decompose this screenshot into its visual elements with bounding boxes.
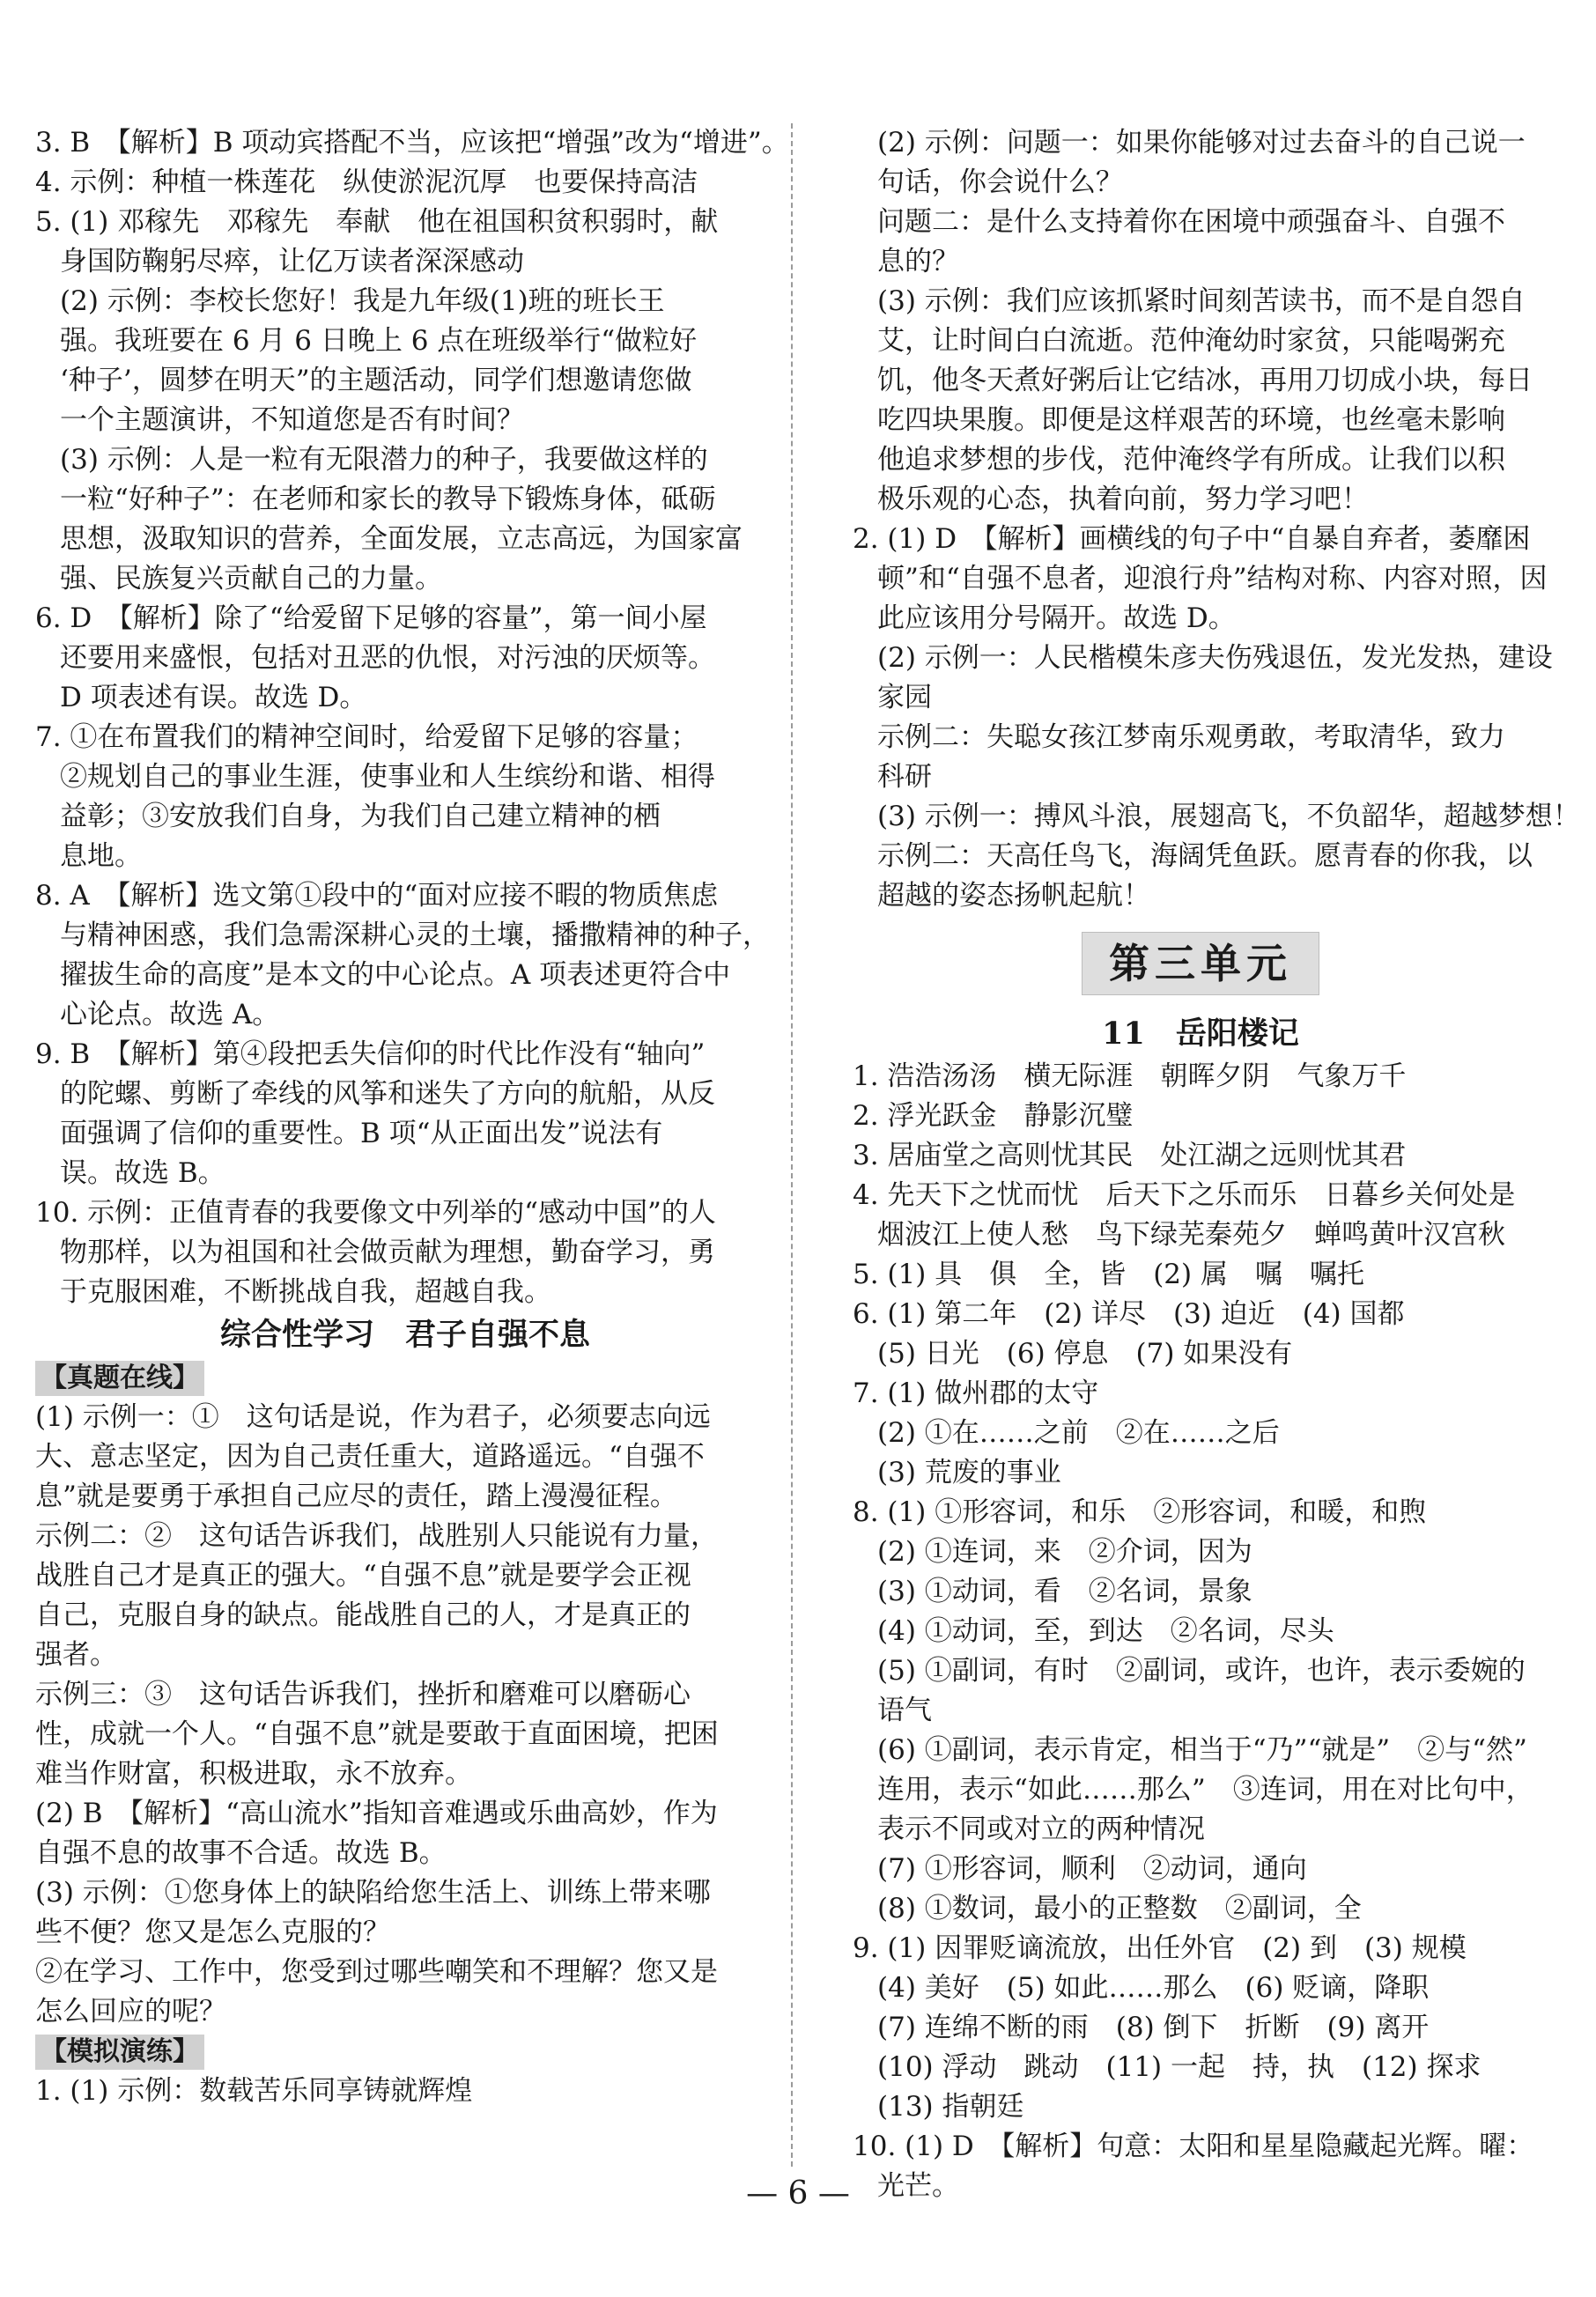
answer-line: D 项表述有误。故选 D。 [60, 682, 367, 713]
answer-line: 7. ①在布置我们的精神空间时，给爱留下足够的容量； [35, 721, 698, 753]
answer-line: 息”就是要勇于承担自己应尽的责任，踏上漫漫征程。 [35, 1481, 677, 1512]
answer-line: 示例二：失聪女孩江梦南乐观勇敢，考取清华，致力 [877, 721, 1505, 753]
unit-heading-label: 第三单元 [1082, 932, 1319, 995]
answer-line: 强。我班要在 6 月 6 日晚上 6 点在班级举行“做粒好 [60, 325, 698, 357]
answer-line: 4. 先天下之忧而忧 后天下之乐而乐 日暮乡关何处是 [853, 1179, 1516, 1211]
answer-line: 思想，汲取知识的营养，全面发展，立志高远，为国家富 [60, 523, 743, 555]
answer-line: 9. (1) 因罪贬谪流放，出任外官 (2) 到 (3) 规模 [853, 1932, 1467, 1964]
answer-line: 的陀螺、剪断了牵线的风筝和迷失了方向的航船，从反 [60, 1078, 715, 1110]
answer-line: 一个主题演讲，不知道您是否有时间？ [60, 404, 524, 436]
answer-line: (2) ①连词，来 ②介词，因为 [877, 1536, 1252, 1568]
answer-line: 烟波江上使人愁 鸟下绿芜秦苑夕 蝉鸣黄叶汉宫秋 [877, 1219, 1505, 1251]
answer-line: (13) 指朝廷 [877, 2091, 1024, 2123]
answer-line: 强、民族复兴贡献自己的力量。 [60, 563, 442, 595]
answer-line: 还要用来盛恨，包括对丑恶的仇恨，对污浊的厌烦等。 [60, 642, 715, 674]
section-tag-label: 【真题在线】 [35, 1361, 204, 1396]
answer-line: 身国防鞠躬尽瘁，让亿万读者深深感动 [60, 246, 524, 277]
answer-line: (2) ①在……之前 ②在……之后 [877, 1417, 1280, 1449]
answer-line: 极乐观的心态，执着向前，努力学习吧！ [877, 484, 1369, 515]
answer-line: 此应该用分号隔开。故选 D。 [877, 602, 1236, 634]
answer-line: 7. (1) 做州郡的太守 [853, 1377, 1099, 1409]
section-heading: 11 岳阳楼记 [1102, 1016, 1299, 1052]
answer-line: 超越的姿态扬帆起航！ [877, 880, 1150, 912]
answer-line: 1. (1) 示例：数载苦乐同享铸就辉煌 [35, 2075, 473, 2107]
answer-line: 10. 示例：正值青春的我要像文中列举的“感动中国”的人 [35, 1197, 716, 1229]
section-tag [35, 1358, 775, 1398]
answer-line: 3. B 【解析】B 项动宾搭配不当，应该把“增强”改为“增进”。 [35, 127, 789, 159]
answer-line: ②规划自己的事业生涯，使事业和人生缤纷和谐、相得 [60, 761, 715, 793]
unit-heading [853, 921, 1548, 1006]
answer-line: 他追求梦想的步伐，范仲淹终学有所成。让我们以积 [877, 444, 1505, 476]
answer-line: 艾，让时间白白流逝。范仲淹幼时家贫，只能喝粥充 [877, 325, 1505, 357]
answer-line: 4. 示例：种植一株莲花 纵使淤泥沉厚 也要保持高洁 [35, 166, 698, 198]
answer-line: (2) 示例一：人民楷模朱彦夫伤残退伍，发光发热，建设 [877, 642, 1553, 674]
answer-line: 些不便？您又是怎么克服的？ [35, 1917, 390, 1948]
answer-line: (5) 日光 (6) 停息 (7) 如果没有 [877, 1338, 1293, 1370]
answer-line: 10. (1) D 【解析】句意：太阳和星星隐藏起光辉。曜： [853, 2131, 1534, 2162]
answer-line: (3) 示例一：搏风斗浪，展翅高飞，不负韶华，超越梦想！ [877, 801, 1580, 832]
answer-line: (7) 连绵不断的雨 (8) 倒下 折断 (9) 离开 [877, 2012, 1430, 2043]
answer-line: 误。故选 B。 [60, 1157, 225, 1189]
answer-line: (6) ①副词，表示肯定，相当于“乃”“就是” ②与“然” [877, 1734, 1527, 1766]
answer-line: 连用，表示“如此……那么” ③连词，用在对比句中， [877, 1774, 1533, 1806]
answer-line: (1) 示例一：① 这句话是说，作为君子，必须要志向远 [35, 1401, 711, 1433]
answer-line: 物那样，以为祖国和社会做贡献为理想，勤奋学习，勇 [60, 1237, 715, 1268]
answer-line: 于克服困难，不断挑战自我，超越自我。 [60, 1276, 551, 1308]
answer-line: 科研 [877, 761, 932, 793]
answer-line: 表示不同或对立的两种情况 [877, 1813, 1205, 1845]
answer-line: 强者。 [35, 1639, 117, 1671]
answer-line: 战胜自己才是真正的强大。“自强不息”就是要学会正视 [35, 1560, 691, 1592]
answer-line: (2) B 【解析】“高山流水”指知音难遇或乐曲高妙，作为 [35, 1798, 718, 1829]
answer-line: 2. 浮光跃金 静影沉璧 [853, 1100, 1134, 1132]
answer-line: 益彰；③安放我们自身，为我们自己建立精神的栖 [60, 801, 661, 832]
answer-line: 家园 [877, 682, 932, 713]
answer-line: 光芒。 [877, 2170, 959, 2202]
answer-line: (4) 美好 (5) 如此……那么 (6) 贬谪，降职 [877, 1972, 1430, 2004]
answer-line: 自强不息的故事不合适。故选 B。 [35, 1837, 447, 1869]
answer-line: 一粒“好种子”：在老师和家长的教导下锻炼身体，砥砺 [60, 484, 716, 515]
answer-line: ②在学习、工作中，您受到过哪些嘲笑和不理解？您又是 [35, 1956, 718, 1988]
answer-line: (2) 示例：李校长您好！我是九年级(1)班的班长王 [60, 285, 665, 317]
answer-line: 心论点。故选 A。 [60, 999, 280, 1030]
answer-line: 怎么回应的呢？ [35, 1996, 226, 2027]
right-column [853, 123, 1580, 2206]
answer-line: (7) ①形容词，顺利 ②动词，通向 [877, 1853, 1307, 1885]
answer-line: 息的？ [877, 246, 959, 277]
answer-line: (5) ①副词，有时 ②副词，或许，也许，表示委婉的 [877, 1655, 1526, 1687]
answer-line: 语气 [877, 1695, 932, 1726]
answer-line: 5. (1) 邓稼先 邓稼先 奉献 他在祖国积贫积弱时，献 [35, 206, 719, 238]
answer-line: (3) 示例：①您身体上的缺陷给您生活上、训练上带来哪 [35, 1877, 711, 1909]
answer-line: ‘种子’，圆梦在明天”的主题活动，同学们想邀请您做 [60, 365, 692, 396]
answer-line: 示例二：② 这句话告诉我们，战胜别人只能说有力量， [35, 1520, 718, 1552]
answer-line: 饥，他冬天煮好粥后让它结冰，再用刀切成小块，每日 [877, 365, 1533, 396]
answer-line: 吃四块果腹。即便是这样艰苦的环境，也丝毫未影响 [877, 404, 1505, 436]
answer-line: 大、意志坚定，因为自己责任重大，道路遥远。“自强不 [35, 1441, 705, 1473]
answer-line: 3. 居庙堂之高则忧其民 处江湖之远则忧其君 [853, 1140, 1407, 1171]
answer-line: 息地。 [60, 840, 142, 872]
answer-line: (8) ①数词，最小的正整数 ②副词，全 [877, 1893, 1362, 1924]
answer-line: 6. (1) 第二年 (2) 详尽 (3) 迫近 (4) 国都 [853, 1298, 1405, 1330]
section-tag-label: 【模拟演练】 [35, 2035, 204, 2070]
answer-line: 5. (1) 具 俱 全，皆 (2) 属 嘱 嘱托 [853, 1259, 1364, 1290]
answer-line: 顿”和“自强不息者，迎浪行舟”结构对称、内容对照，因 [877, 563, 1548, 595]
answer-line: 1. 浩浩汤汤 横无际涯 朝晖夕阴 气象万千 [853, 1060, 1407, 1092]
page-number: — 6 — [746, 2175, 850, 2212]
answer-line: 面强调了信仰的重要性。B 项“从正面出发”说法有 [60, 1118, 663, 1149]
answer-line: (10) 浮动 跳动 (11) 一起 持，执 (12) 探求 [877, 2051, 1481, 2083]
answer-line: (3) 示例：人是一粒有无限潜力的种子，我要做这样的 [60, 444, 708, 476]
answer-line: 难当作财富，积极进取，永不放弃。 [35, 1758, 472, 1790]
section-heading: 综合性学习 君子自强不息 [219, 1317, 590, 1353]
answer-line: (4) ①动词，至，到达 ②名词，尽头 [877, 1615, 1334, 1647]
answer-line: 问题二：是什么支持着你在困境中顽强奋斗、自强不 [877, 206, 1505, 238]
answer-line: (2) 示例：问题一：如果你能够对过去奋斗的自己说一 [877, 127, 1526, 159]
column-divider [791, 123, 793, 2167]
answer-line: 与精神困惑，我们急需深耕心灵的土壤，播撒精神的种子， [60, 920, 770, 951]
answer-line: 示例三：③ 这句话告诉我们，挫折和磨难可以磨砺心 [35, 1679, 691, 1710]
answer-line: 8. A 【解析】选文第①段中的“面对应接不暇的物质焦虑 [35, 880, 719, 912]
answer-line: (3) ①动词，看 ②名词，景象 [877, 1576, 1252, 1607]
answer-line: 8. (1) ①形容词，和乐 ②形容词，和暖，和煦 [853, 1496, 1427, 1528]
answer-line: 自己，克服自身的缺点。能战胜自己的人，才是真正的 [35, 1599, 691, 1631]
answer-line: 2. (1) D 【解析】画横线的句子中“自暴自弃者，萎靡困 [853, 523, 1531, 555]
answer-line: 擢拔生命的高度”是本文的中心论点。A 项表述更符合中 [60, 959, 731, 991]
answer-line: 性，成就一个人。“自强不息”就是要敢于直面困境，把困 [35, 1718, 719, 1750]
section-tag [35, 2032, 775, 2072]
answer-line: 6. D 【解析】除了“给爱留下足够的容量”，第一间小屋 [35, 602, 707, 634]
answer-line: 句话，你会说什么？ [877, 166, 1123, 198]
answer-line: 示例二：天高任鸟飞，海阔凭鱼跃。愿青春的你我，以 [877, 840, 1533, 872]
left-column [35, 123, 789, 2111]
answer-line: 9. B 【解析】第④段把丢失信仰的时代比作没有“轴向” [35, 1038, 706, 1070]
answer-line: (3) 荒废的事业 [877, 1457, 1061, 1488]
answer-line: (3) 示例：我们应该抓紧时间刻苦读书，而不是自怨自 [877, 285, 1526, 317]
